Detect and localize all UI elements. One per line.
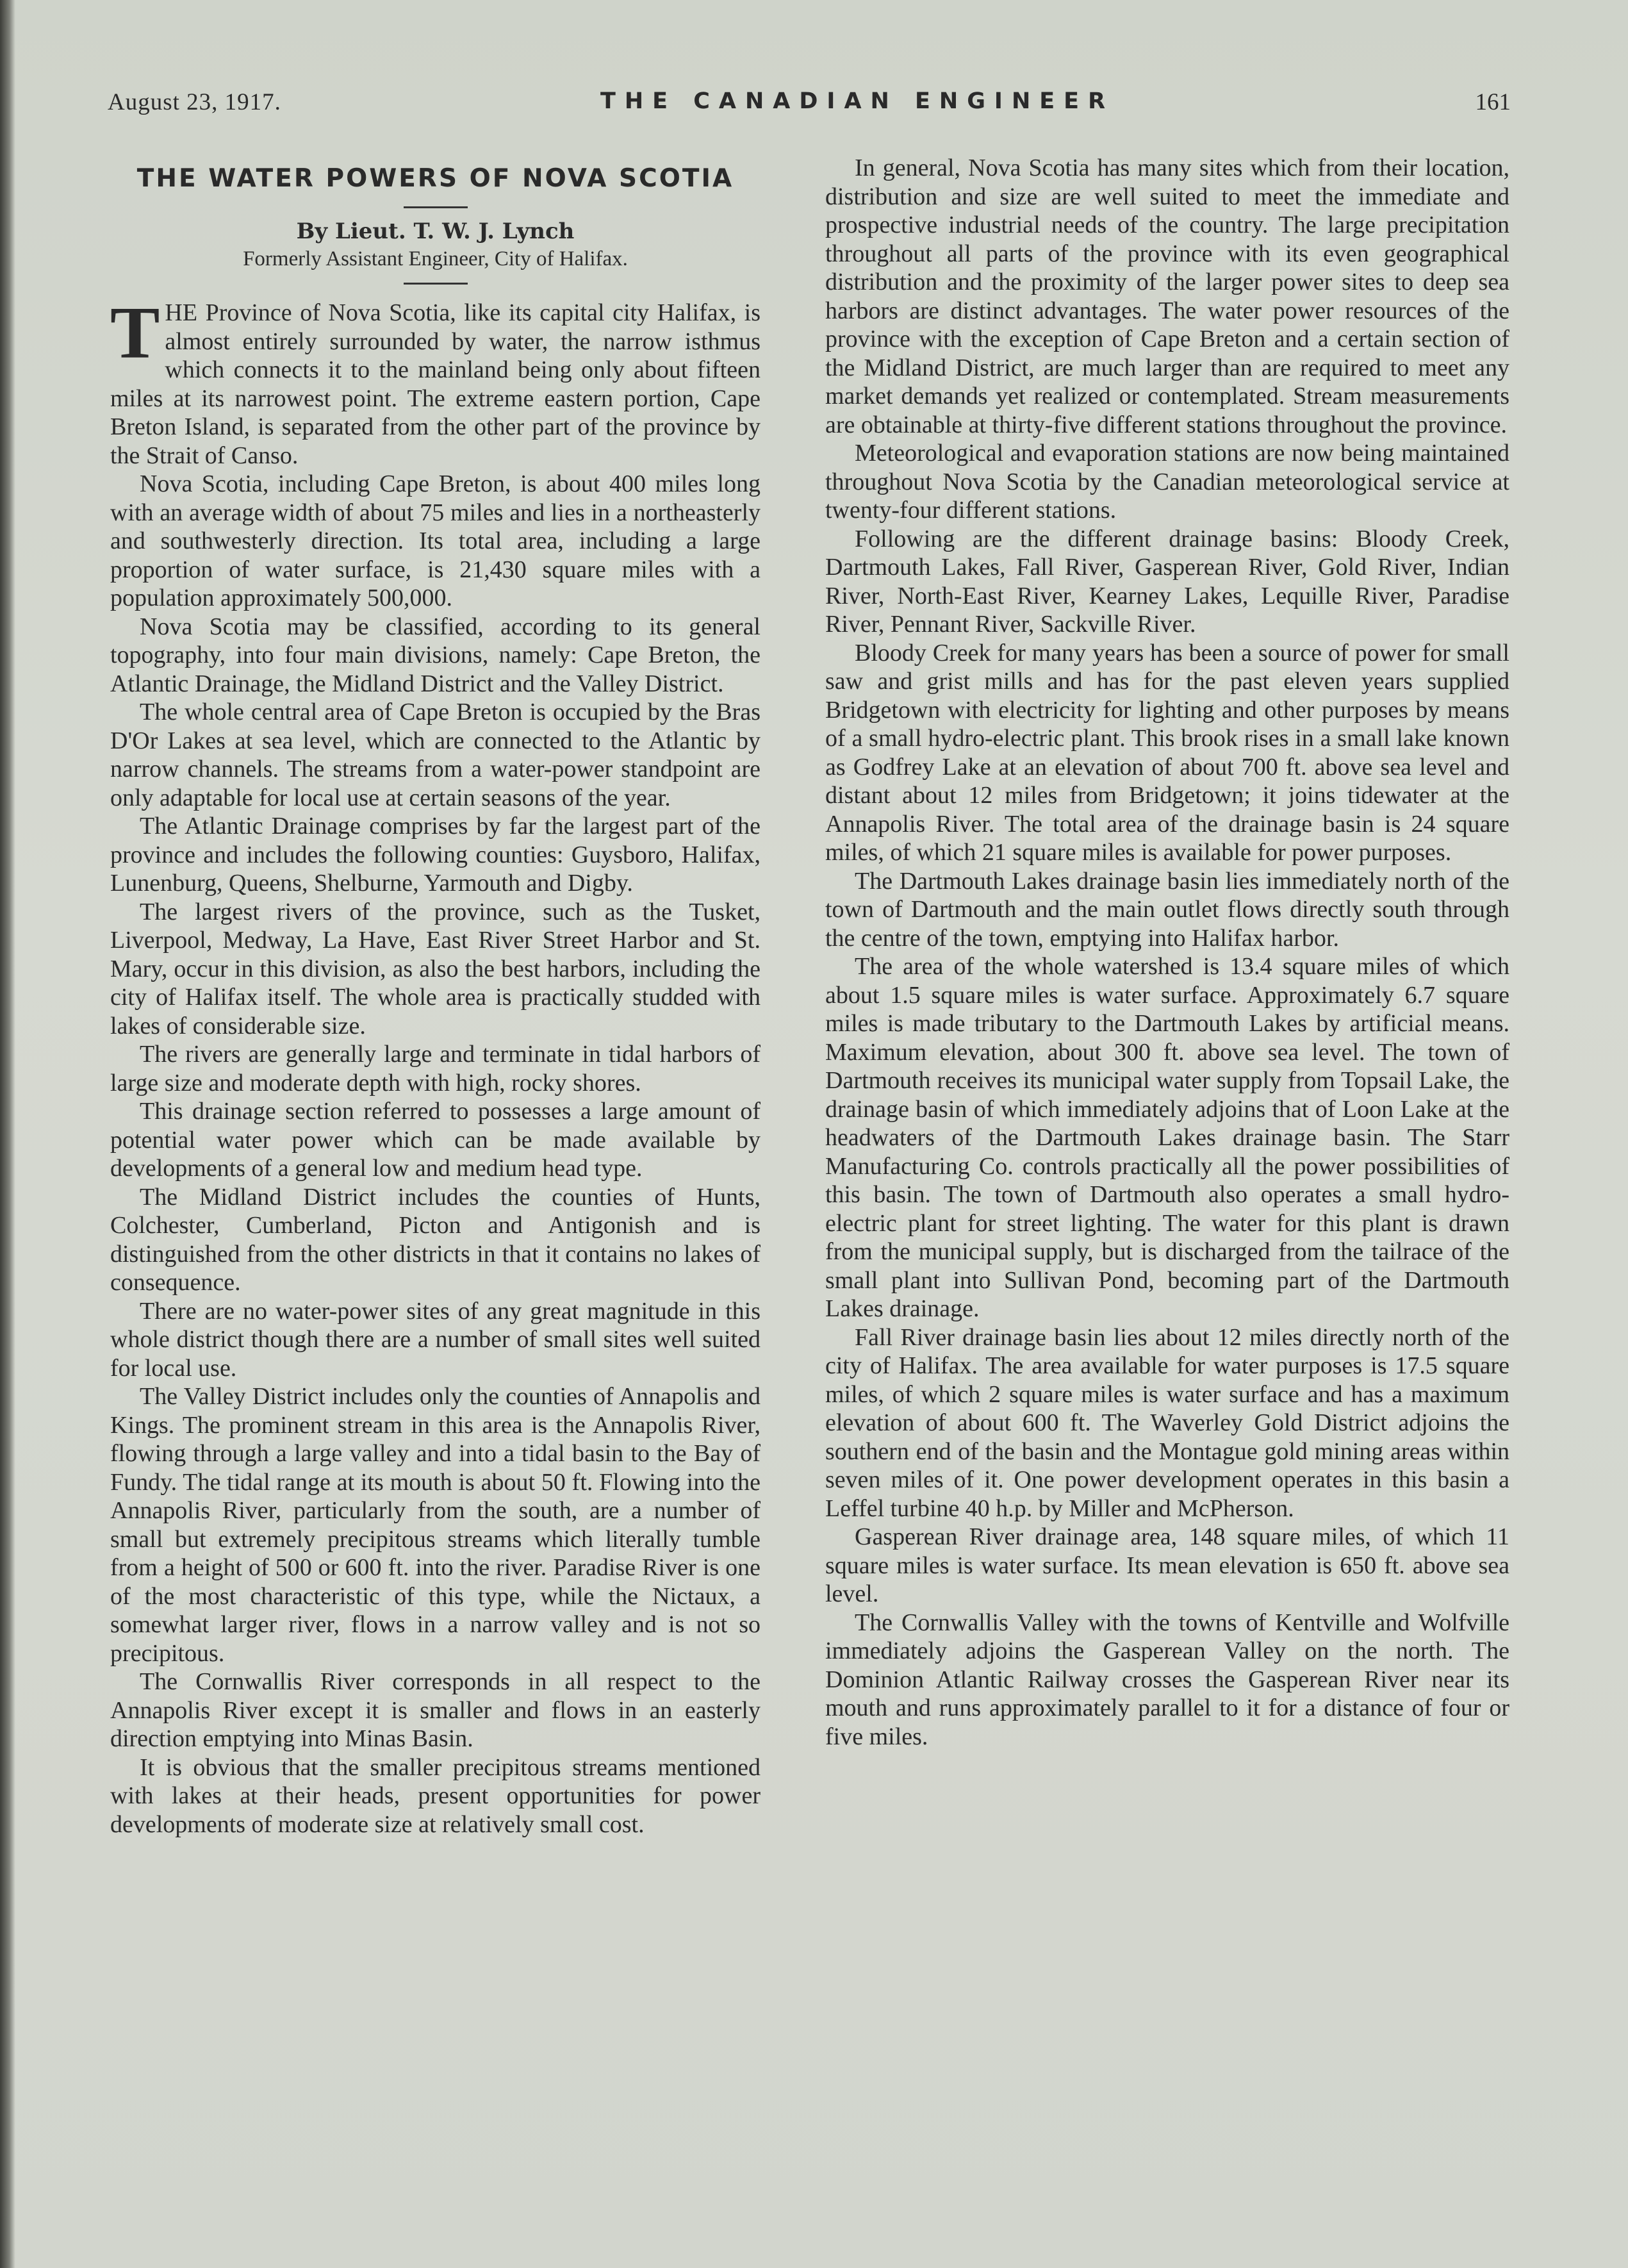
right-column [825, 154, 1509, 1751]
paragraph: It is obvious that the smaller precipitous streams mentioned with lakes at their heads, present opportunities for power developments of moderate size at relatively small cost. [110, 1753, 761, 1838]
paragraph: The largest rivers of the province, such as the Tusket, Liverpool, Medway, La Have, East River Street Harbor and St. Mary, occur in this division, as also the best harbors, including the city of Halifax itself. The whole area is practically studded with lakes of considerable size. [110, 898, 761, 1039]
paragraph: There are no water-power sites of any great magnitude in this whole district though there are a number of small sites well suited for local use. [110, 1297, 761, 1382]
paragraph: The Cornwallis River corresponds in all respect to the Annapolis River except it is smaller and flows in an easterly direction emptying into Minas Basin. [110, 1668, 761, 1752]
paragraph: Following are the different drainage basins: Bloody Creek, Dartmouth Lakes, Fall River, Gasperean River, Gold River, Indian River, North-East River, Kearney Lakes, Lequille River, Paradise River, Pennant River, Sackville River. [825, 525, 1509, 638]
author-credential: Formerly Assistant Engineer, City of Halifax. [243, 247, 628, 270]
paragraph: This drainage section referred to possesses a large amount of potential water power which can be made available by developments of a general low and medium head type. [110, 1098, 761, 1182]
paragraph: The area of the whole watershed is 13.4 square miles of which about 1.5 square miles is water surface. Approximately 6.7 square miles is made tributary to the Dartmouth Lakes by artificial means. Maximum elevation, about 300 ft. above sea level. The town of Dartmouth receives its municipal water supply from Topsail Lake, the drainage basin of which immediately adjoins that of Loon Lake at the headwaters of the Dartmouth Lakes drainage basin. The Starr Manufacturing Co. controls practically all the power possibilities of this basin. The town of Dartmouth also operates a small hydro-electric plant for street lighting. The water for this plant is drawn from the municipal supply, but is discharged from the tailrace of the small plant into Sullivan Pond, becoming part of the Dartmouth Lakes drainage. [825, 953, 1509, 1322]
running-header [108, 88, 1511, 127]
paragraph: The Midland District includes the counties of Hunts, Colchester, Cumberland, Picton and Antigonish and is distinguished from the other districts in that it contains no lakes of consequence. [110, 1183, 761, 1296]
article-title: THE WATER POWERS OF NOVA SCOTIA [136, 164, 734, 193]
byline-rule [404, 283, 468, 285]
paragraph: Fall River drainage basin lies about 12 miles directly north of the city of Halifax. The area available for water purposes is 17.5 square miles, of which 2 square miles is water surface and has a maximum elevation of about 600 ft. The Waverley Gold District adjoins the southern end of the basin and the Montague gold mining areas within seven miles of it. One power development operates in this basin a Leffel turbine 40 h.p. by Miller and McPherson. [825, 1323, 1509, 1522]
paragraph: Meteorological and evaporation stations are now being maintained throughout Nova Scotia by the Canadian meteorological service at twenty-four different stations. [825, 440, 1509, 524]
page-number: 161 [1475, 89, 1511, 115]
paragraph: The Cornwallis Valley with the towns of Kentville and Wolfville immediately adjoins the Gasperean Valley on the north. The Dominion Atlantic Railway crosses the Gasperean River near its mouth and runs approximately parallel to it for a distance of four or five miles. [825, 1609, 1509, 1750]
paragraph: Gasperean River drainage area, 148 square miles, of which 11 square miles is water surface. Its mean elevation is 650 ft. above sea level. [825, 1523, 1509, 1607]
paragraph: Bloody Creek for many years has been a source of power for small saw and grist mills and has for the past eleven years supplied Bridgetown with electricity for lighting and other purposes by means of a small hydro-electric plant. This brook rises in a small lake known as Godfrey Lake at an elevation of about 700 ft. above sea level and distant about 12 miles from Bridgetown; it joins tidewater at the Annapolis River. The total area of the drainage basin is 24 square miles, of which 21 square miles is available for power purposes. [825, 639, 1509, 866]
drop-cap: T [110, 292, 160, 374]
journal-title: THE CANADIAN ENGINEER [600, 88, 1115, 114]
paragraph: In general, Nova Scotia has many sites which from their location, distribution and size are well suited to meet the immediate and prospective industrial needs of the country. The large precipitation throughout all parts of the province with its even geographical distribution and the proximity of the larger power sites to deep sea harbors are distinct advantages. The water power resources of the province with the exception of Cape Breton and a certain section of the Midland District, are much larger than are required to meet any market demands yet realized or contemplated. Stream measurements are obtainable at thirty-five different stations throughout the province. [825, 154, 1509, 438]
paragraph: The whole central area of Cape Breton is occupied by the Bras D'Or Lakes at sea level, which are connected to the Atlantic by narrow channels. The streams from a water-power standpoint are only adaptable for local use at certain seasons of the year. [110, 699, 761, 811]
paragraph: THE Province of Nova Scotia, like its capital city Halifax, is almost entirely surrounded by water, the narrow isthmus which connects it to the mainland being only about fifteen miles at its narrowest point. The extreme eastern portion, Cape Breton Island, is separated from the other part of the province by the Strait of Canso. [110, 292, 761, 469]
left-column [110, 154, 761, 1839]
paragraph: The Dartmouth Lakes drainage basin lies immediately north of the town of Dartmouth and the main outlet flows directly south through the centre of the town, emptying into Halifax harbor. [825, 867, 1509, 952]
paragraph: The Valley District includes only the counties of Annapolis and Kings. The prominent stream in this area is the Annapolis River, flowing through a large valley and into a tidal basin to the Bay of Fundy. The tidal range at its mouth is about 50 ft. Flowing into the Annapolis River, particularly from the south, are a number of small but extremely precipitous streams which literally tumble from a height of 500 or 600 ft. into the river. Paradise River is one of the most characteristic of this type, while the Nictaux, a somewhat larger river, flows in a narrow valley and is not so precipitous. [110, 1383, 761, 1667]
paragraph: The rivers are generally large and terminate in tidal harbors of large size and moderate depth with high, rocky shores. [110, 1041, 761, 1097]
paragraph: Nova Scotia may be classified, according to its general topography, into four main divisions, namely: Cape Breton, the Atlantic Drainage, the Midland District and the Valley District. [110, 613, 761, 697]
title-rule [404, 206, 468, 208]
paragraph: The Atlantic Drainage comprises by far the largest part of the province and includes the following counties: Guysboro, Halifax, Lunenburg, Queens, Shelburne, Yarmouth and Digby. [110, 813, 761, 897]
issue-date: August 23, 1917. [108, 89, 281, 115]
author-byline: By Lieut. T. W. J. Lynch [296, 219, 575, 244]
paragraph: Nova Scotia, including Cape Breton, is about 400 miles long with an average width of about 75 miles and lies in a northeasterly and southwesterly direction. Its total area, including a large proportion of water surface, is 21,430 square miles with a population approximately 500,000. [110, 470, 761, 611]
page-binding-edge [0, 0, 15, 2268]
